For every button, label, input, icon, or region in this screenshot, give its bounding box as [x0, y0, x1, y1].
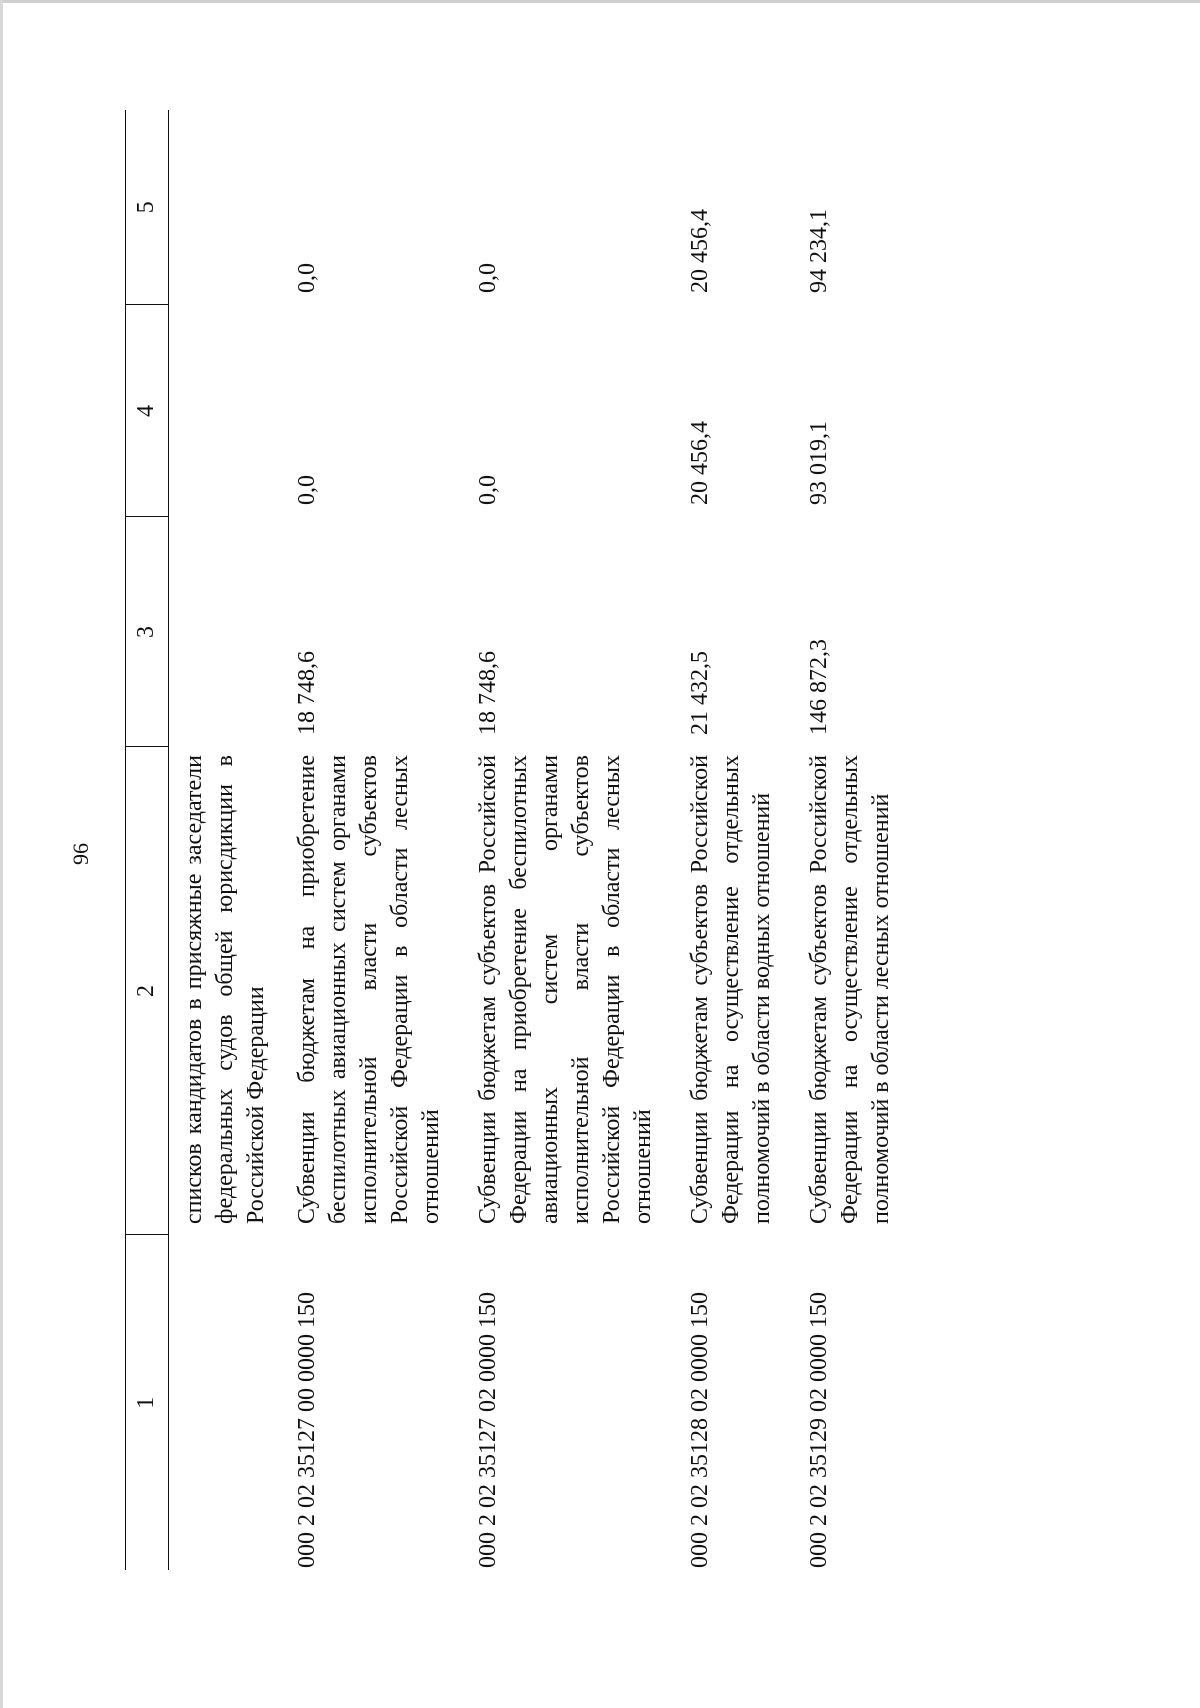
table-row: [798, 110, 917, 1570]
page-number: 96: [68, 843, 93, 865]
column-header-3: 3: [126, 517, 169, 747]
column-header-5: 5: [126, 110, 169, 305]
column-header-2: 2: [126, 747, 169, 1235]
value-col3-cell: 18 748,6: [294, 651, 320, 735]
value-col4-cell: 0,0: [294, 475, 320, 505]
column-header-4: 4: [126, 305, 169, 517]
budget-code-cell: [169, 1235, 287, 1570]
value-col4-cell: 93 019,1: [806, 421, 832, 505]
value-col5-cell: 0,0: [475, 263, 501, 293]
value-col3-cell: 18 748,6: [475, 651, 501, 735]
value-col5-cell: 94 234,1: [806, 209, 832, 293]
budget-table: [125, 110, 917, 1570]
budget-name-cell: Субвенции бюджетам субъектов Российской Федерации на осуществление отдельных полномочий в области лесных отношений: [806, 755, 894, 1224]
table-row-continuation: [169, 110, 287, 1570]
budget-name-cell: списков кандидатов в присяжные заседатели федеральных судов общей юрисдикции в Российской Федерации: [181, 755, 269, 1224]
budget-name-cell: Субвенции бюджетам на приобретение беспилотных авиационных систем органами исполнительной власти субъектов Российской Федерации в области лесных отношений: [294, 755, 444, 1224]
value-col4-cell: [169, 305, 287, 517]
budget-code-cell: 000 2 02 35128 02 0000 150: [687, 1292, 713, 1568]
budget-name-cell: Субвенции бюджетам субъектов Российской Федерации на осуществление отдельных полномочий в области водных отношений: [687, 755, 775, 1224]
column-header-1: 1: [126, 1235, 169, 1570]
budget-code-cell: 000 2 02 35129 02 0000 150: [806, 1292, 832, 1568]
table-header-row: [126, 110, 169, 1570]
value-col4-cell: 20 456,4: [687, 421, 713, 505]
value-col3-cell: [169, 517, 287, 747]
table-row: [467, 110, 679, 1570]
value-col4-cell: 0,0: [475, 475, 501, 505]
budget-code-cell: 000 2 02 35127 00 0000 150: [294, 1292, 320, 1568]
budget-code-cell: 000 2 02 35127 02 0000 150: [475, 1292, 501, 1568]
value-col3-cell: 21 432,5: [687, 651, 713, 735]
table-row: [286, 110, 467, 1570]
value-col5-cell: 20 456,4: [687, 209, 713, 293]
table-row: [679, 110, 798, 1570]
value-col5-cell: [169, 110, 287, 305]
budget-name-cell: Субвенции бюджетам субъектов Российской Федерации на приобретение беспилотных авиационных систем органами исполнительной власти субъектов Российской Федерации в области лесных отношений: [475, 755, 656, 1224]
value-col5-cell: 0,0: [294, 263, 320, 293]
value-col3-cell: 146 872,3: [806, 639, 832, 735]
